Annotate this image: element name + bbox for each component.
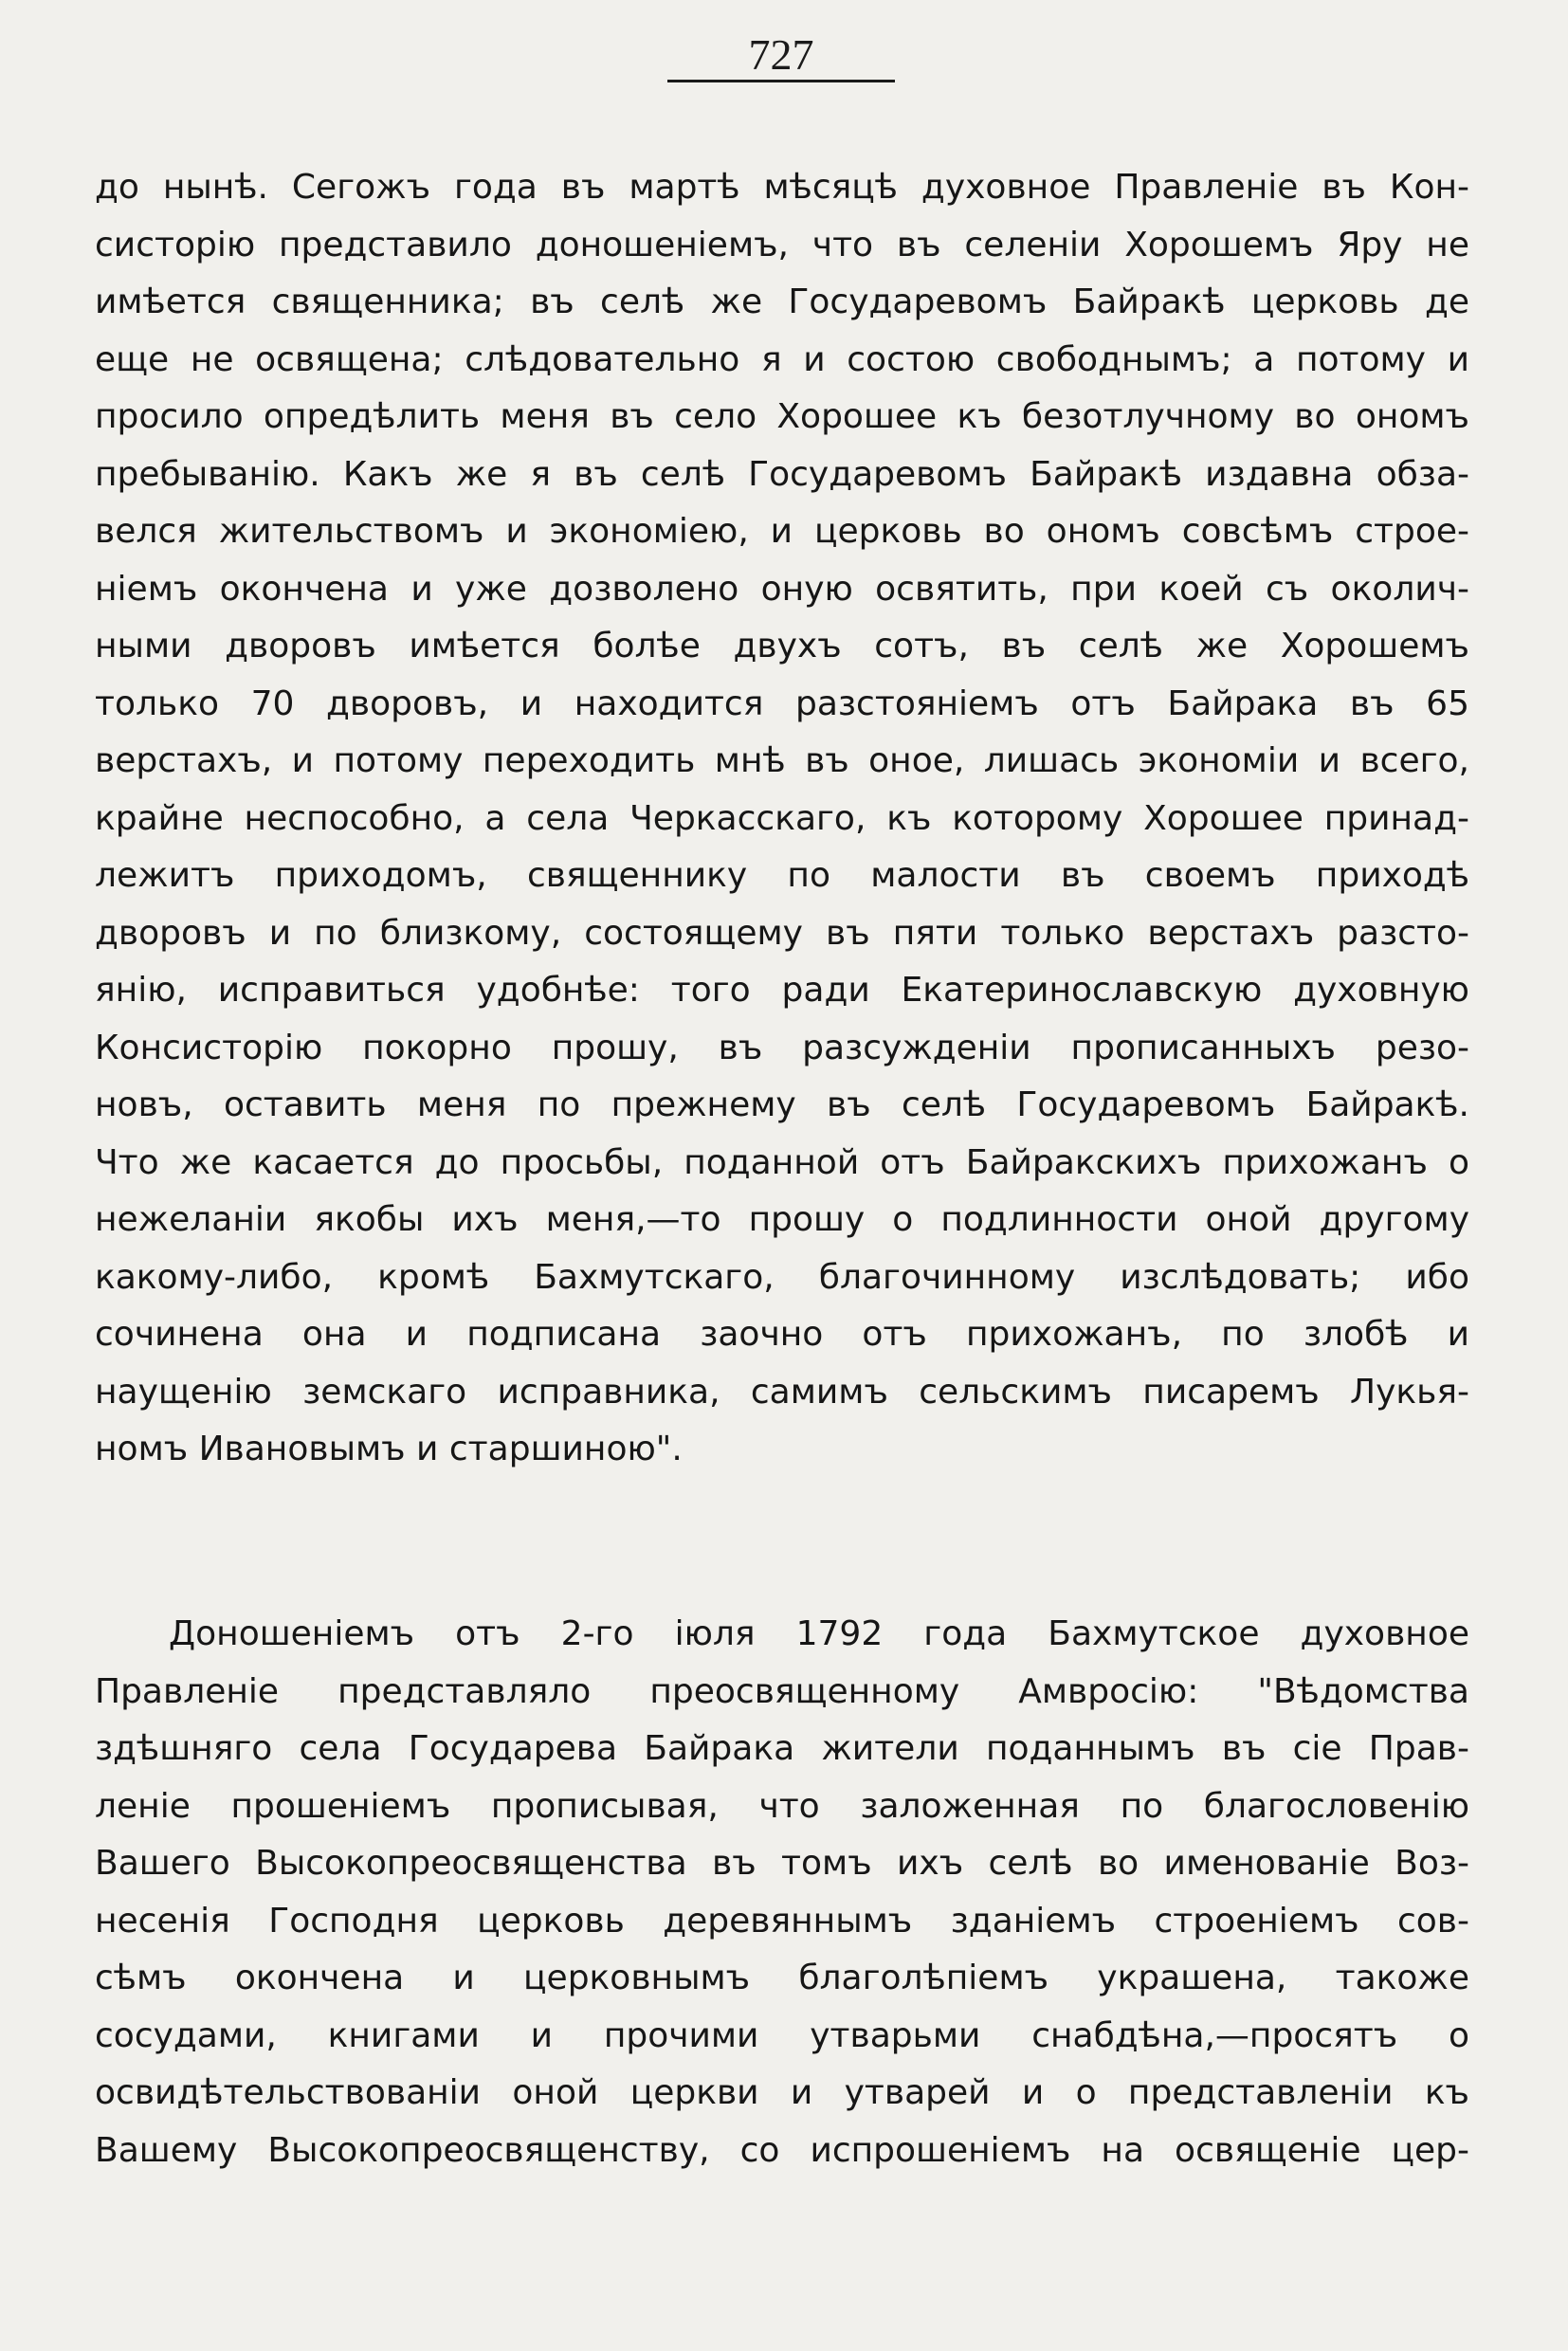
text-line: дворовъ и по близкому, состоящему въ пяти только верстахъ разсто-: [95, 913, 1469, 953]
text-line: янію, исправиться удобнѣе: того ради Екатеринославскую духовную: [95, 971, 1469, 1010]
page-number: 727: [748, 30, 814, 79]
text-line: Вашему Высокопреосвященству, со испрошеніемъ на освященіе цер-: [95, 2130, 1469, 2170]
text-line: Правленіе представляло преосвященному Амвросію: "Вѣдомства: [95, 1671, 1469, 1711]
text-line: имѣется священника; въ селѣ же Государевомъ Байракѣ церковь де: [95, 282, 1469, 321]
text-line: здѣшняго села Государева Байрака жители поданнымъ въ сіе Прав-: [95, 1729, 1469, 1768]
text-line: систорію представило доношеніемъ, что въ селеніи Хорошемъ Яру не: [95, 225, 1469, 264]
text-line: ніемъ окончена и уже дозволено оную освятить, при коей съ околич-: [95, 569, 1469, 609]
text-line: только 70 дворовъ, и находится разстояніемъ отъ Байрака въ 65: [95, 683, 1469, 723]
text-line: просило опредѣлить меня въ село Хорошее къ безотлучному во ономъ: [95, 397, 1469, 436]
text-line: нежеланіи якобы ихъ меня,—то прошу о подлинности оной другому: [95, 1200, 1469, 1239]
text-line: сѣмъ окончена и церковнымъ благолѣпіемъ украшена, такоже: [95, 1959, 1469, 1997]
text-line: крайне неспособно, а села Черкасскаго, къ которому Хорошее принад-: [95, 798, 1469, 838]
text-line: Вашего Высокопреосвященства въ томъ ихъ селѣ во именованіе Воз-: [95, 1844, 1469, 1883]
text-line: Что же касается до просьбы, поданной отъ Байракскихъ прихожанъ о: [95, 1142, 1469, 1182]
text-line: леніе прошеніемъ прописывая, что заложенная по благословенію: [95, 1786, 1469, 1826]
text-line: еще не освящена; слѣдовательно я и состою свободнымъ; а потому и: [95, 339, 1469, 379]
text-line: верстахъ, и потому переходить мнѣ въ оное, лишась экономіи и всего,: [95, 741, 1469, 780]
paragraph-2: [95, 1606, 1469, 2179]
text-line: сосудами, книгами и прочими утварьми снабдѣна,—просятъ о: [95, 2015, 1469, 2055]
header-rule: [667, 80, 895, 82]
text-line: велся жительствомъ и экономіею, и церковь во ономъ совсѣмъ строе-: [95, 512, 1469, 551]
text-line: несенія Господня церковь деревяннымъ зданіемъ строеніемъ сов-: [95, 1901, 1469, 1941]
text-line: до нынѣ. Сегожъ года въ мартѣ мѣсяцѣ духовное Правленіе въ Кон-: [95, 168, 1469, 207]
text-line: пребыванію. Какъ же я въ селѣ Государевомъ Байракѣ издавна обза-: [95, 454, 1469, 494]
text-line: освидѣтельствованіи оной церкви и утварей и о представленіи къ: [95, 2073, 1469, 2112]
text-line: новъ, оставить меня по прежнему въ селѣ Государевомъ Байракѣ.: [95, 1085, 1469, 1124]
text-line: ными дворовъ имѣется болѣе двухъ сотъ, въ селѣ же Хорошемъ: [95, 627, 1469, 665]
text-line: какому-либо, кромѣ Бахмутскаго, благочинному изслѣдовать; ибо: [95, 1257, 1469, 1297]
text-line: сочинена она и подписана заочно отъ прихожанъ, по злобѣ и: [95, 1315, 1469, 1354]
text-line: Доношеніемъ отъ 2-го іюля 1792 года Бахмутское духовное: [169, 1614, 1469, 1653]
text-line: Консисторію покорно прошу, въ разсужденіи прописанныхъ резо-: [95, 1028, 1469, 1067]
text-line: лежитъ приходомъ, священнику по малости въ своемъ приходѣ: [95, 856, 1469, 895]
paragraph-1: [95, 159, 1469, 1479]
text-line: наущенію земскаго исправника, самимъ сельскимъ писаремъ Лукья-: [95, 1372, 1469, 1412]
text-line: номъ Ивановымъ и старшиною".: [95, 1430, 683, 1468]
